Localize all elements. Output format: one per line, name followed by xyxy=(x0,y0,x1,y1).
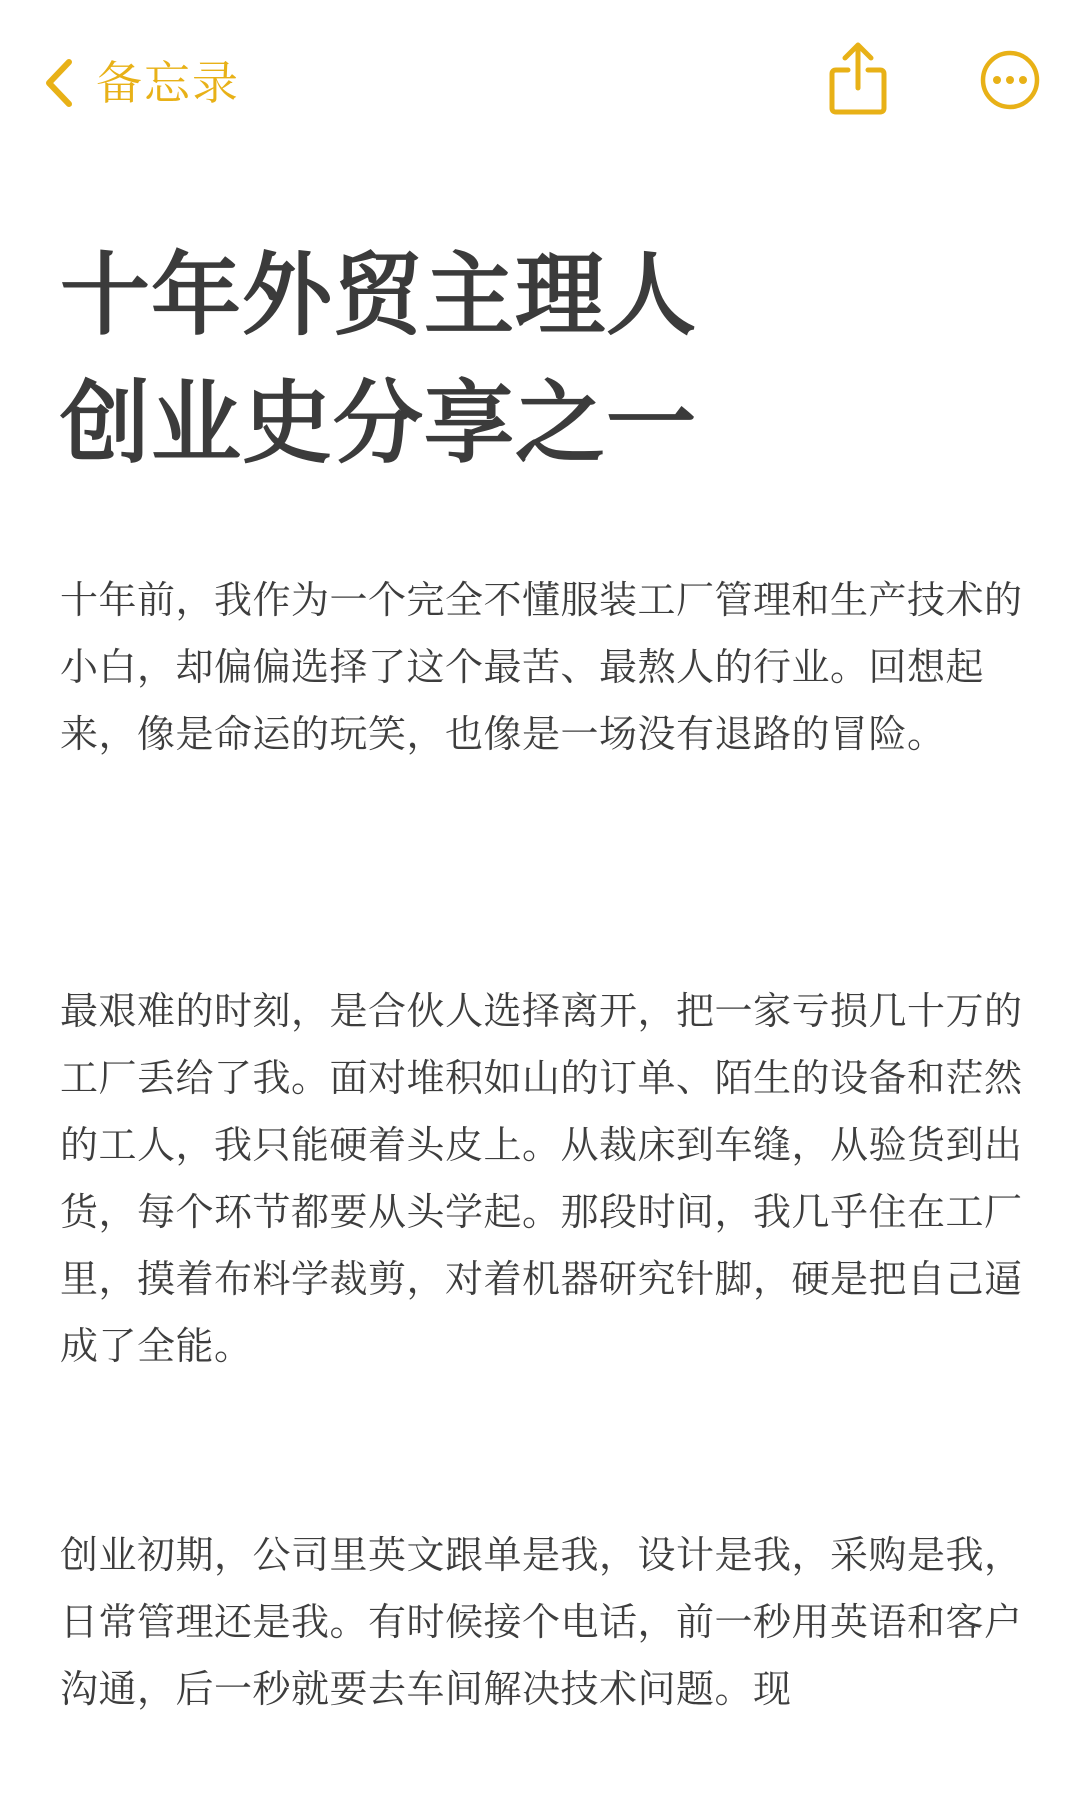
note-paragraph[interactable]: 十年前，我作为一个完全不懂服装工厂管理和生产技术的小白，却偏偏选择了这个最苦、最熬人的行业。回想起来，像是命运的玩笑，也像是一场没有退路的冒险。 xyxy=(60,578,1023,756)
ellipsis-circle-icon xyxy=(980,95,1040,114)
back-button[interactable] xyxy=(44,50,240,116)
share-icon xyxy=(828,101,888,120)
chevron-left-icon xyxy=(44,58,74,108)
note-paragraph[interactable]: 创业初期，公司里英文跟单是我，设计是我，采购是我，日常管理还是我。有时候接个电话，前一秒用英语和客户沟通，后一秒就要去车间解决技术问题。现 xyxy=(60,1533,1023,1711)
more-button[interactable] xyxy=(980,50,1040,110)
share-button[interactable] xyxy=(828,40,888,116)
back-label: 备忘录 xyxy=(96,56,240,110)
navigation-bar xyxy=(0,0,1080,170)
note-title[interactable]: 十年外贸主理人 创业史分享之一 xyxy=(60,243,697,476)
note-paragraph[interactable]: 最艰难的时刻，是合伙人选择离开，把一家亏损几十万的工厂丢给了我。面对堆积如山的订单、陌生的设备和茫然的工人，我只能硬着头皮上。从裁床到车缝，从验货到出货，每个环节都要从头学起。那段时间，我几乎住在工厂里，摸着布料学裁剪，对着机器研究针脚，硬是把自己逼成了全能。 xyxy=(60,989,1023,1368)
